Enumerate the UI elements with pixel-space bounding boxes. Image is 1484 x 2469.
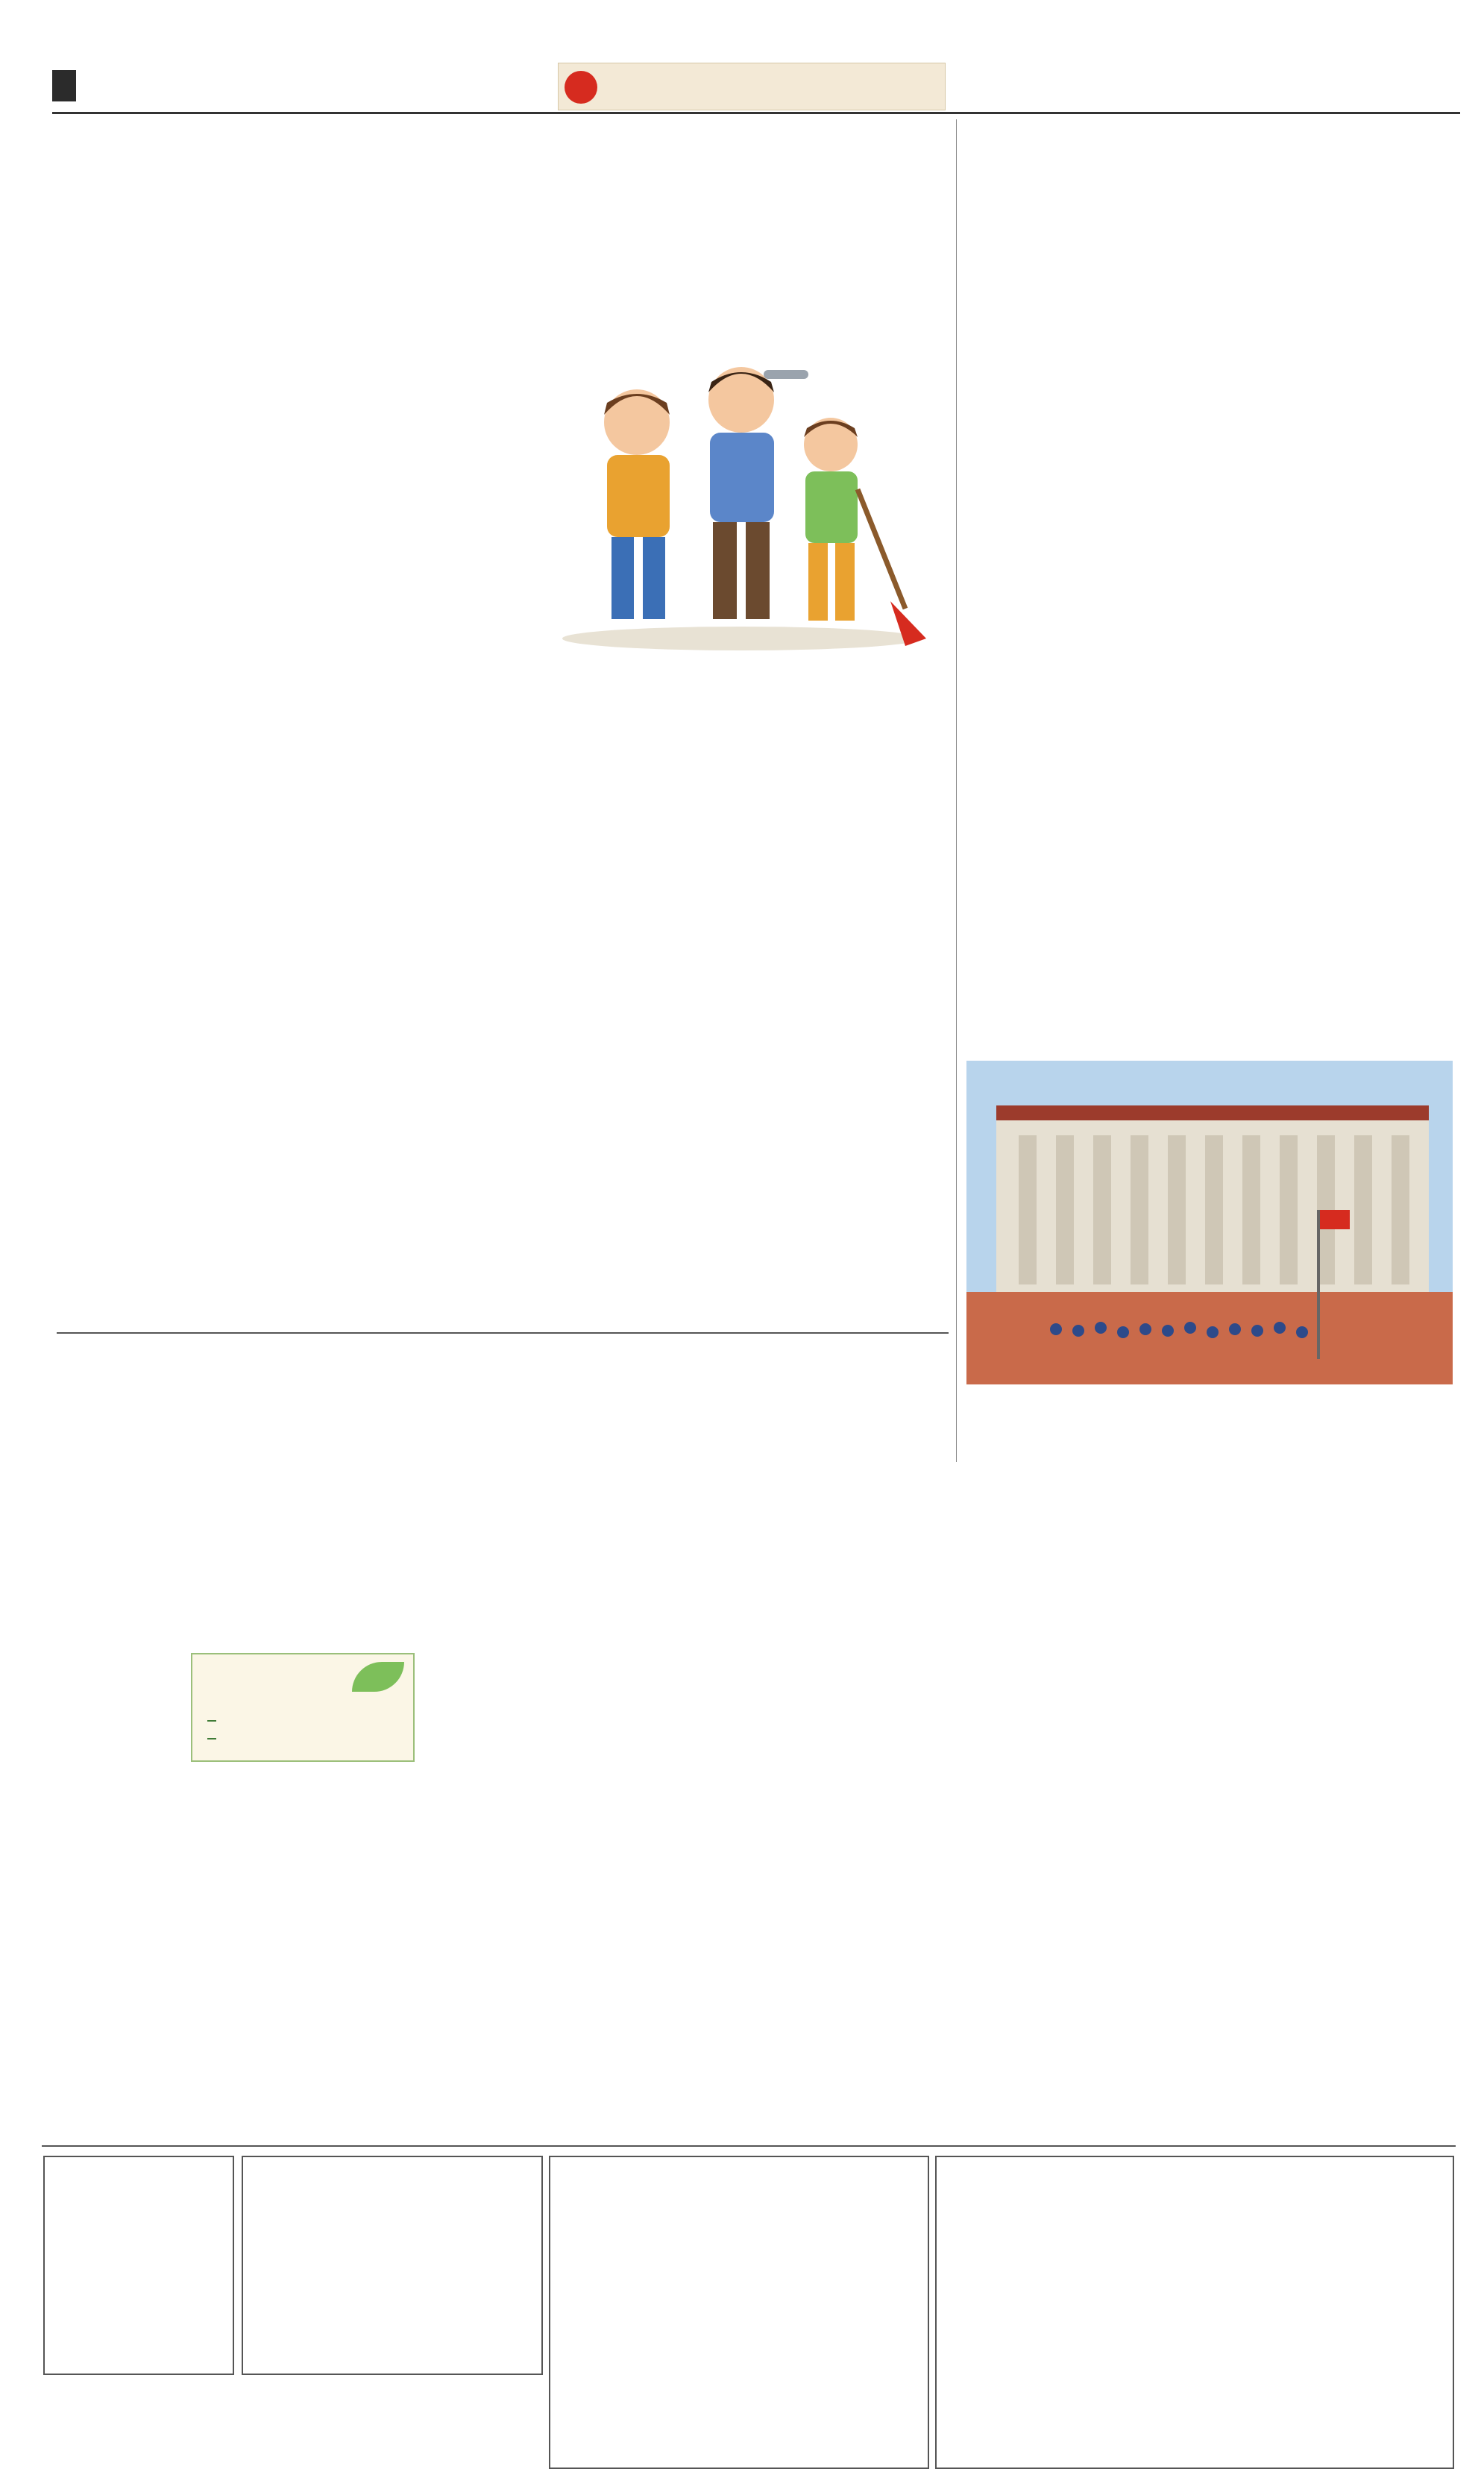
article1-col4 [737,922,944,1310]
article1-col2 [285,371,497,1325]
notice-text3 [1283,2165,1447,2441]
children-illustration [518,340,935,661]
article1-col3 [509,922,723,1325]
poem-text [966,121,1444,188]
notice-gonggao2 [935,2156,1454,2469]
article2-body [966,195,1350,1028]
mid-rule [57,1332,949,1334]
notice-text [723,2165,920,2442]
notice-text [55,2220,224,2332]
leaf-icon [352,1662,404,1692]
notice-text [947,2217,1104,2456]
notice-text [254,2217,534,2321]
notice-text2 [1111,2165,1275,2448]
header-rule [52,112,1460,114]
notices-rule [42,2145,1456,2147]
jiashe-box [191,1653,415,1762]
article4-col1 [494,1428,753,2114]
jiashe-editor [207,1720,216,1722]
notice-shengming1 [43,2156,234,2375]
lottery-logo-icon [565,71,597,104]
page-number-badge [52,70,76,101]
article1-col1 [57,371,270,1325]
notice-paimai1 [549,2156,929,2469]
column-divider [956,119,957,1462]
article4-col2 [764,1428,952,2114]
lottery-banner [558,63,946,110]
school-photo [966,1061,1453,1384]
article5-caption [966,1390,1453,1547]
notice-jianzi [242,2156,543,2375]
jiashe-email [207,1738,216,1739]
